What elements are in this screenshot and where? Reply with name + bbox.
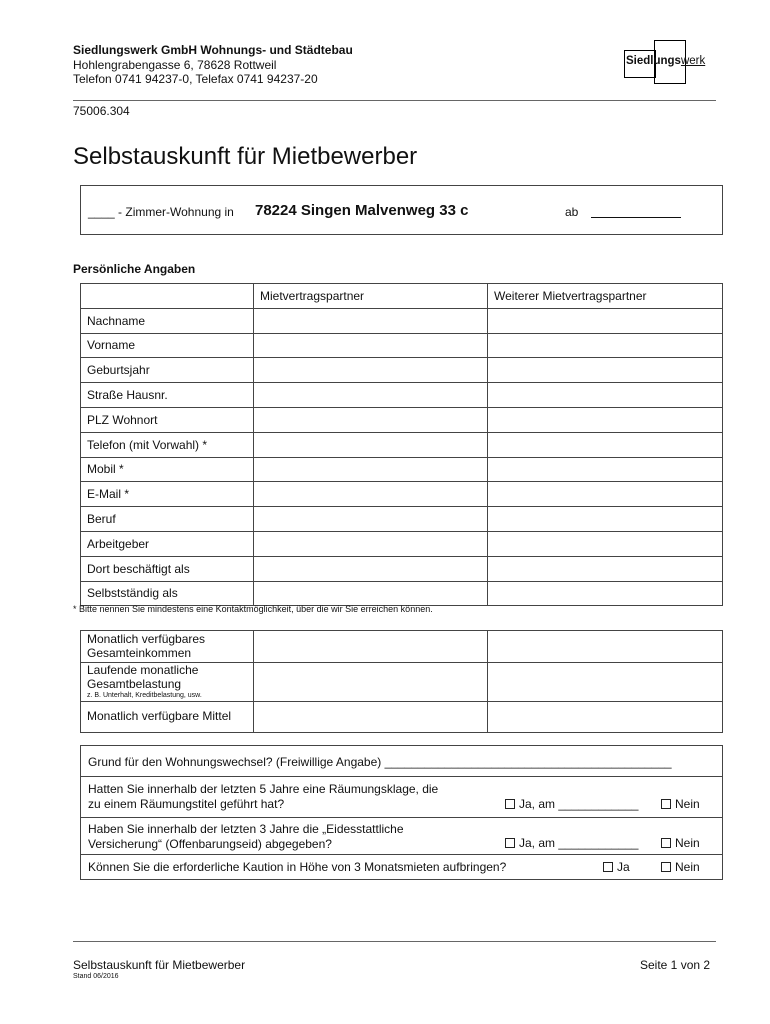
company-header bbox=[73, 43, 353, 87]
checkbox-icon[interactable] bbox=[661, 862, 671, 872]
other-tenant-field[interactable] bbox=[488, 457, 723, 482]
table-row bbox=[81, 383, 723, 408]
logo-text-rest: werk bbox=[680, 55, 706, 67]
table-row bbox=[81, 507, 723, 532]
row-label: Geburtsjahr bbox=[81, 358, 254, 383]
tenant-field[interactable] bbox=[254, 308, 488, 333]
income-label-line1: Monatlich verfügbares bbox=[87, 632, 206, 646]
page-title: Selbstauskunft für Mietbewerber bbox=[73, 143, 418, 170]
question-deposit: Können Sie die erforderliche Kaution in Höhe von 3 Monatsmieten aufbringen? bbox=[88, 860, 507, 874]
tenant-field[interactable] bbox=[254, 482, 488, 507]
affidavit-yes-option[interactable] bbox=[505, 836, 638, 850]
from-label: ab bbox=[565, 205, 579, 219]
income-table bbox=[80, 630, 723, 733]
checkbox-icon[interactable] bbox=[661, 799, 671, 809]
deposit-no-option[interactable] bbox=[661, 860, 700, 874]
checkbox-icon[interactable] bbox=[603, 862, 613, 872]
other-tenant-field[interactable] bbox=[488, 531, 723, 556]
checkbox-icon[interactable] bbox=[505, 799, 515, 809]
header-other-tenant: Weiterer Mietvertragspartner bbox=[488, 284, 723, 309]
affidavit-no-label: Nein bbox=[675, 836, 700, 850]
row-label: Nachname bbox=[81, 308, 254, 333]
checkbox-icon[interactable] bbox=[661, 838, 671, 848]
question-eviction bbox=[88, 782, 438, 811]
deposit-yes-label: Ja bbox=[617, 860, 630, 874]
section-personal-title: Persönliche Angaben bbox=[73, 262, 196, 276]
eviction-yes-option[interactable] bbox=[505, 797, 638, 811]
personal-data-table bbox=[80, 283, 723, 606]
row-label: Straße Hausnr. bbox=[81, 383, 254, 408]
income-label-line2: Gesamteinkommen bbox=[87, 645, 192, 660]
question-affidavit bbox=[88, 822, 404, 851]
tenant-field[interactable] bbox=[254, 531, 488, 556]
table-row bbox=[81, 333, 723, 358]
row-label: PLZ Wohnort bbox=[81, 407, 254, 432]
rooms-field[interactable]: ____ - Zimmer-Wohnung in bbox=[88, 205, 234, 219]
header-divider bbox=[73, 100, 716, 101]
company-address: Hohlengrabengasse 6, 78628 Rottweil bbox=[73, 57, 277, 72]
table-row bbox=[81, 531, 723, 556]
row-label: Arbeitgeber bbox=[81, 531, 254, 556]
available-funds-label: Monatlich verfügbare Mittel bbox=[81, 702, 254, 733]
table-header-row bbox=[81, 284, 723, 309]
document-number: 75006.304 bbox=[73, 104, 130, 118]
question-divider bbox=[81, 776, 722, 777]
apartment-address: 78224 Singen Malvenweg 33 c bbox=[255, 202, 469, 219]
row-label: E-Mail * bbox=[81, 482, 254, 507]
eviction-no-label: Nein bbox=[675, 797, 700, 811]
tenant-field[interactable] bbox=[254, 432, 488, 457]
table-row bbox=[81, 702, 723, 733]
row-label: Dort beschäftigt als bbox=[81, 556, 254, 581]
other-tenant-field[interactable] bbox=[488, 308, 723, 333]
question-eviction-line2: zu einem Räumungstitel geführt hat? bbox=[88, 796, 285, 811]
income-label bbox=[81, 631, 254, 663]
header-tenant: Mietvertragspartner bbox=[254, 284, 488, 309]
question-divider bbox=[81, 854, 722, 855]
tenant-field[interactable] bbox=[254, 333, 488, 358]
other-tenant-available-field[interactable] bbox=[488, 702, 723, 733]
apartment-box bbox=[80, 185, 723, 235]
expenses-label-line2: Gesamtbelastung bbox=[87, 676, 182, 691]
other-tenant-field[interactable] bbox=[488, 507, 723, 532]
deposit-yes-option[interactable] bbox=[603, 860, 630, 874]
table-row bbox=[81, 581, 723, 606]
table-row bbox=[81, 556, 723, 581]
tenant-field[interactable] bbox=[254, 457, 488, 482]
deposit-no-label: Nein bbox=[675, 860, 700, 874]
table-row bbox=[81, 432, 723, 457]
tenant-field[interactable] bbox=[254, 581, 488, 606]
other-tenant-field[interactable] bbox=[488, 358, 723, 383]
question-affidavit-line2: Versicherung“ (Offenbarungseid) abgegeben? bbox=[88, 836, 332, 851]
expenses-label bbox=[81, 663, 254, 702]
question-moving-reason[interactable]: Grund für den Wohnungswechsel? (Freiwillige Angabe) ___________________________________________ bbox=[88, 755, 672, 769]
siedlungswerk-logo bbox=[624, 40, 714, 85]
eviction-yes-label: Ja, am ____________ bbox=[519, 797, 639, 811]
row-label: Vorname bbox=[81, 333, 254, 358]
affidavit-yes-label: Ja, am ____________ bbox=[519, 836, 639, 850]
other-tenant-field[interactable] bbox=[488, 556, 723, 581]
row-label: Mobil * bbox=[81, 457, 254, 482]
tenant-field[interactable] bbox=[254, 556, 488, 581]
other-tenant-field[interactable] bbox=[488, 407, 723, 432]
tenant-field[interactable] bbox=[254, 407, 488, 432]
contact-footnote: * Bitte nennen Sie mindestens eine Kontaktmöglichkeit, über die wir Sie erreichen können. bbox=[73, 604, 433, 614]
footer-divider bbox=[73, 941, 716, 942]
question-divider bbox=[81, 817, 722, 818]
footer-stand: Stand 06/2016 bbox=[73, 973, 119, 980]
other-tenant-field[interactable] bbox=[488, 383, 723, 408]
other-tenant-expenses-field[interactable] bbox=[488, 663, 723, 702]
expenses-note: z. B. Unterhalt, Kreditbelastung, usw. bbox=[87, 692, 202, 699]
company-phone: Telefon 0741 94237-0, Telefax 0741 94237-20 bbox=[73, 72, 318, 86]
row-label: Telefon (mit Vorwahl) * bbox=[81, 432, 254, 457]
from-date-field[interactable] bbox=[591, 217, 681, 218]
page-number: Seite 1 von 2 bbox=[640, 958, 711, 972]
company-name: Siedlungswerk GmbH Wohnungs- und Städtebau bbox=[73, 43, 353, 57]
table-row bbox=[81, 482, 723, 507]
table-row bbox=[81, 308, 723, 333]
question-affidavit-line1: Haben Sie innerhalb der letzten 3 Jahre die „Eidesstattliche bbox=[88, 822, 404, 836]
eviction-no-option[interactable] bbox=[661, 797, 700, 811]
tenant-available-field[interactable] bbox=[254, 702, 488, 733]
header-empty-cell bbox=[81, 284, 254, 309]
table-row bbox=[81, 631, 723, 663]
table-row bbox=[81, 663, 723, 702]
table-row bbox=[81, 358, 723, 383]
other-tenant-income-field[interactable] bbox=[488, 631, 723, 663]
tenant-field[interactable] bbox=[254, 383, 488, 408]
question-eviction-line1: Hatten Sie innerhalb der letzten 5 Jahre eine Räumungsklage, die bbox=[88, 782, 439, 796]
checkbox-icon[interactable] bbox=[505, 838, 515, 848]
other-tenant-field[interactable] bbox=[488, 333, 723, 358]
other-tenant-field[interactable] bbox=[488, 432, 723, 457]
logo-text bbox=[626, 55, 705, 67]
tenant-income-field[interactable] bbox=[254, 631, 488, 663]
table-row bbox=[81, 457, 723, 482]
affidavit-no-option[interactable] bbox=[661, 836, 700, 850]
logo-text-bold: Siedlungs bbox=[626, 55, 681, 67]
row-label: Beruf bbox=[81, 507, 254, 532]
other-tenant-field[interactable] bbox=[488, 581, 723, 606]
tenant-field[interactable] bbox=[254, 507, 488, 532]
questions-box bbox=[80, 745, 723, 880]
footer-title: Selbstauskunft für Mietbewerber bbox=[73, 958, 246, 972]
row-label: Selbstständig als bbox=[81, 581, 254, 606]
tenant-expenses-field[interactable] bbox=[254, 663, 488, 702]
expenses-label-line1: Laufende monatliche bbox=[87, 663, 199, 677]
other-tenant-field[interactable] bbox=[488, 482, 723, 507]
table-row bbox=[81, 407, 723, 432]
tenant-field[interactable] bbox=[254, 358, 488, 383]
